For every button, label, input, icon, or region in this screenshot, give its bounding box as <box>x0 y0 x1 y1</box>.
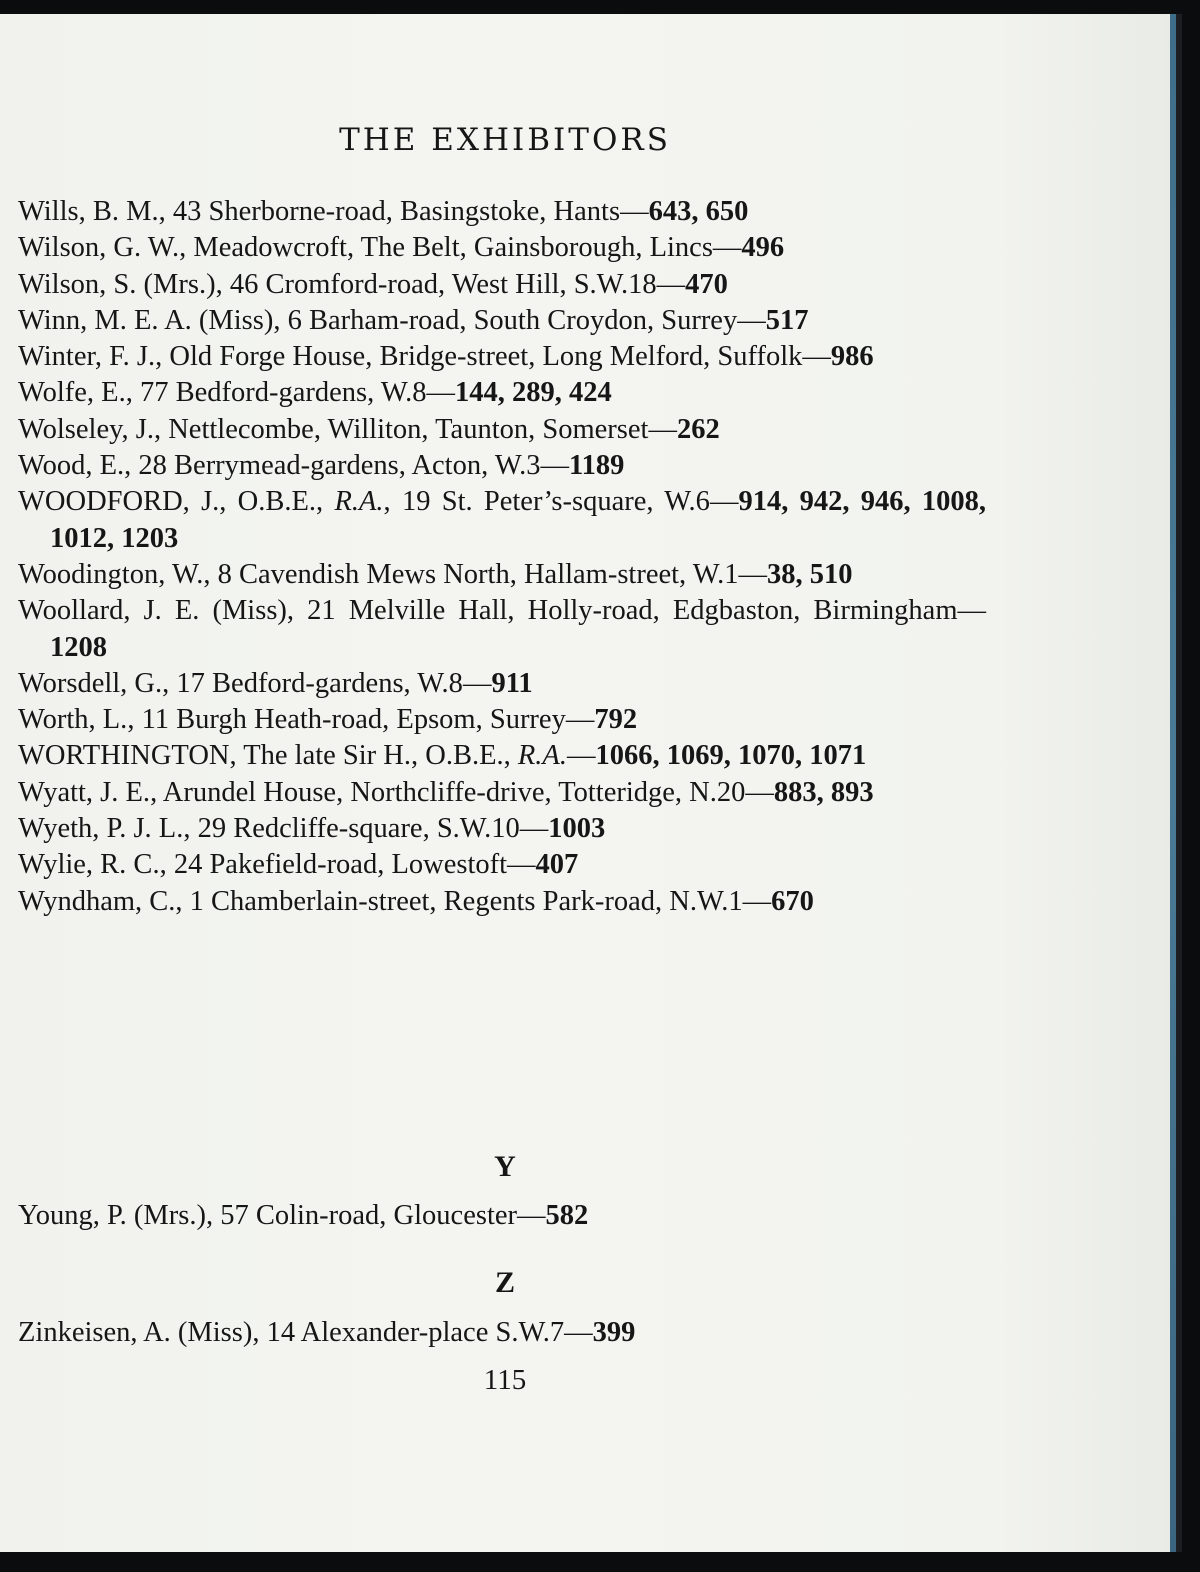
exhibitor-name: Worth, L. <box>18 704 128 736</box>
exhibitor-name: Worsdell, G. <box>18 667 163 699</box>
catalogue-numbers: 986 <box>830 341 874 373</box>
exhibitor-entry: Wills, B. M., 43 Sherborne-road, Basingstoke, Hants—643, 650 <box>18 196 749 227</box>
exhibitor-entry: Young, P. (Mrs.), 57 Colin-road, Gloucester—582 <box>18 1200 589 1231</box>
exhibitor-address: , 57 Colin-road, Gloucester <box>205 1200 518 1231</box>
exhibitor-address: , Arundel House, Northcliffe-drive, Totteridge, N.20 <box>150 776 746 808</box>
exhibitor-entry: Wyeth, P. J. L., 29 Redcliffe-square, S.W.10—1003 <box>18 813 606 845</box>
exhibitor-name: Woodington, W. <box>18 558 204 590</box>
exhibitor-name: Zinkeisen, A. (Miss) <box>18 1317 253 1348</box>
catalogue-numbers: 1003 <box>548 813 606 845</box>
exhibitor-name: WOODFORD, J., O.B.E., <box>18 486 335 518</box>
exhibitor-address: , 24 Pakefield-road, Lowestoft <box>159 849 508 881</box>
exhibitor-entry: Wilson, S. (Mrs.), 46 Cromford-road, West Hill, S.W.18—470 <box>18 268 728 300</box>
exhibitor-name: Winn, M. E. A. (Miss) <box>18 304 274 336</box>
catalogue-numbers: 399 <box>592 1317 636 1348</box>
exhibitor-name: Wilson, S. (Mrs.) <box>18 268 216 300</box>
exhibitor-name: Wilson, G. W. <box>18 232 180 264</box>
exhibitor-address: , 29 Redcliffe-square, S.W.10 <box>183 813 520 845</box>
exhibitor-entry: Worth, L., 11 Burgh Heath-road, Epsom, Surrey—792 <box>18 704 638 736</box>
exhibitor-name: Wylie, R. C. <box>18 849 160 881</box>
section-y-list <box>18 1198 986 1234</box>
exhibitor-name: Young, P. (Mrs.) <box>18 1200 206 1231</box>
exhibitor-address: , 28 Berrymead-gardens, Acton, W.3 <box>124 450 541 482</box>
ra-designation: R.A. <box>334 486 384 518</box>
exhibitor-name: Wills, B. M. <box>18 196 159 227</box>
page-title: THE EXHIBITORS <box>339 122 671 158</box>
exhibitor-list <box>18 194 986 920</box>
book-spine-shadow <box>1176 14 1182 1552</box>
exhibitor-address: , 8 Cavendish Mews North, Hallam-street, W.1 <box>203 558 739 590</box>
exhibitor-name: Wyndham, C. <box>18 885 176 917</box>
exhibitor-address: , 43 Sherborne-road, Basingstoke, Hants <box>158 196 621 227</box>
catalogue-numbers: 792 <box>594 704 638 736</box>
catalogue-numbers: 883, 893 <box>773 776 874 808</box>
section-z-list <box>18 1315 986 1351</box>
catalogue-numbers: 670 <box>771 885 814 917</box>
catalogue-numbers: 144, 289, 424 <box>455 377 612 409</box>
section-heading-z: Z <box>494 1266 515 1299</box>
exhibitor-entry: WORTHINGTON, The late Sir H., O.B.E., R.A.—1066, 1069, 1070, 1071 <box>18 740 867 772</box>
exhibitor-name: Winter, F. J. <box>18 341 156 373</box>
exhibitor-entry: Wyatt, J. E., Arundel House, Northcliffe-drive, Totteridge, N.20—883, 893 <box>18 776 874 808</box>
exhibitor-entry: Woollard, J. E. (Miss), 21 Melville Hall, Holly-road, Edgbaston, Birmingham—1208 <box>18 595 986 663</box>
exhibitor-address: , 77 Bedford-gardens, W.8 <box>125 377 427 409</box>
exhibitor-name: WORTHINGTON, The late Sir H., O.B.E., <box>18 740 518 772</box>
catalogue-numbers: 38, 510 <box>766 558 853 590</box>
page-number: 115 <box>483 1364 527 1396</box>
exhibitor-address: , 21 Melville Hall, Holly-road, Edgbaston, Birmingham <box>286 595 958 627</box>
catalogue-numbers: 496 <box>741 232 785 264</box>
catalogue-numbers: 911 <box>491 667 533 699</box>
exhibitor-name: Wyatt, J. E. <box>18 776 151 808</box>
exhibitor-address: , 11 Burgh Heath-road, Epsom, Surrey <box>127 704 566 736</box>
exhibitor-address: , 14 Alexander-place S.W.7 <box>252 1317 565 1348</box>
catalogue-numbers: 643, 650 <box>648 196 749 227</box>
exhibitor-entry: WOODFORD, J., O.B.E., R.A., 19 St. Peter’s-square, W.6—914, 942, 946, 1008, 1012, 1203 <box>18 486 987 554</box>
exhibitor-entry: Woodington, W., 8 Cavendish Mews North, Hallam-street, W.1—38, 510 <box>18 558 853 590</box>
catalogue-numbers: 517 <box>765 304 809 336</box>
exhibitor-entry: Wylie, R. C., 24 Pakefield-road, Lowestoft—407 <box>18 849 579 881</box>
exhibitor-name: Woollard, J. E. (Miss) <box>18 595 287 627</box>
catalogue-numbers: 582 <box>545 1200 589 1231</box>
catalogue-numbers: 407 <box>535 849 579 881</box>
exhibitor-address: , 19 St. Peter’s-square, W.6 <box>383 486 710 518</box>
exhibitor-address: , 1 Chamberlain-street, Regents Park-road, N.W.1 <box>175 885 743 917</box>
exhibitor-entry: Wolseley, J., Nettlecombe, Williton, Taunton, Somerset—262 <box>18 413 720 445</box>
exhibitor-name: Wood, E. <box>18 450 125 482</box>
catalogue-numbers: 262 <box>676 413 720 445</box>
exhibitor-entry: Wood, E., 28 Berrymead-gardens, Acton, W.3—1189 <box>18 450 625 482</box>
exhibitor-address: , Meadowcroft, The Belt, Gainsborough, Lincs <box>179 232 713 264</box>
exhibitor-entry: Zinkeisen, A. (Miss), 14 Alexander-place S.W.7—399 <box>18 1317 636 1348</box>
catalogue-numbers: 1208 <box>50 631 107 663</box>
exhibitor-entry: Winter, F. J., Old Forge House, Bridge-street, Long Melford, Suffolk—986 <box>18 341 874 373</box>
exhibitor-address: , 46 Cromford-road, West Hill, S.W.18 <box>215 268 657 300</box>
exhibitor-entry: Worsdell, G., 17 Bedford-gardens, W.8—911 <box>18 667 533 699</box>
exhibitor-name: Wyeth, P. J. L. <box>18 813 184 845</box>
exhibitor-address: , Nettlecombe, Williton, Taunton, Somerset <box>153 413 649 445</box>
exhibitor-name: Wolseley, J. <box>18 413 154 445</box>
catalogue-numbers: 1066, 1069, 1070, 1071 <box>595 740 867 772</box>
exhibitor-entry: Wyndham, C., 1 Chamberlain-street, Regents Park-road, N.W.1—670 <box>18 885 814 917</box>
catalogue-numbers: 470 <box>685 268 728 300</box>
exhibitor-address: , 17 Bedford-gardens, W.8 <box>162 667 463 699</box>
ra-designation: R.A. <box>517 740 567 772</box>
exhibitor-name: Wolfe, E. <box>18 377 126 409</box>
catalogue-numbers: 914, 942, 946, 1008, 1012, 1203 <box>50 486 987 554</box>
exhibitor-address: , Old Forge House, Bridge-street, Long Melford, Suffolk <box>155 341 803 373</box>
exhibitor-address: , 6 Barham-road, South Croydon, Surrey <box>273 304 738 336</box>
section-heading-y: Y <box>494 1150 516 1183</box>
catalogue-numbers: 1189 <box>568 450 625 482</box>
exhibitor-entry: Wolfe, E., 77 Bedford-gardens, W.8—144, 289, 424 <box>18 377 612 409</box>
exhibitor-entry: Wilson, G. W., Meadowcroft, The Belt, Gainsborough, Lincs—496 <box>18 232 785 264</box>
exhibitor-entry: Winn, M. E. A. (Miss), 6 Barham-road, South Croydon, Surrey—517 <box>18 304 809 336</box>
